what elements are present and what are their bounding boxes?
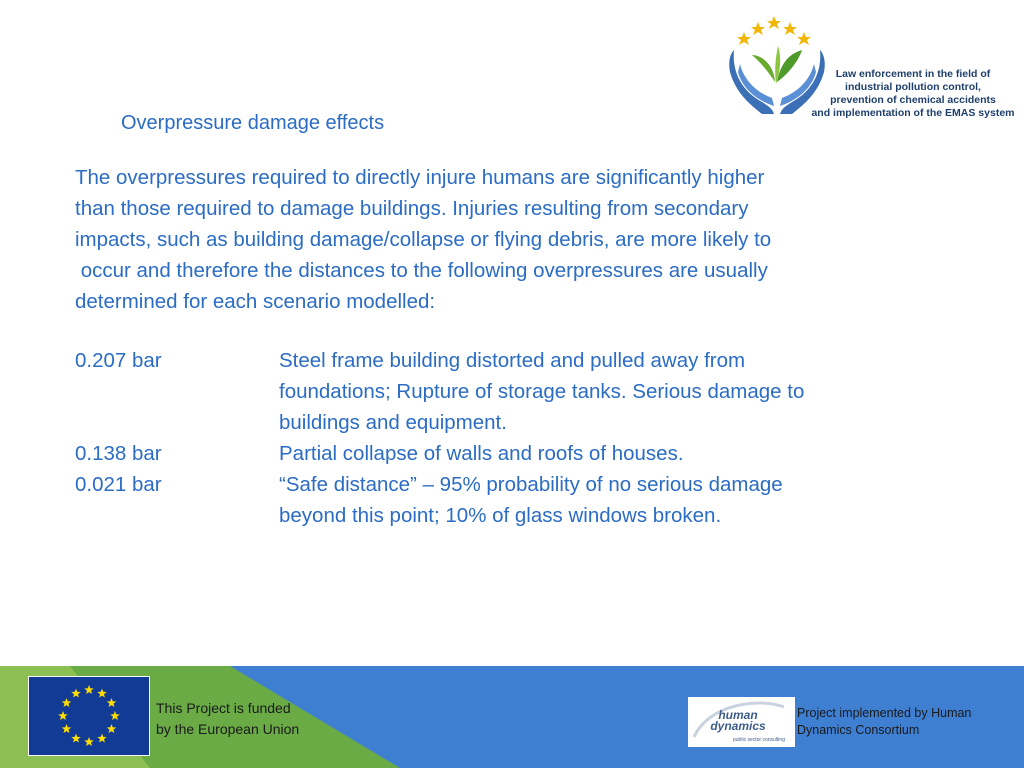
effect-description — [279, 345, 945, 438]
effect-description — [279, 469, 945, 531]
hd-logo-name-line: human — [718, 708, 758, 722]
eu-star — [97, 734, 107, 743]
effect-description-line: Partial collapse of walls and roofs of houses. — [279, 442, 684, 465]
intro-line: occur and therefore the distances to the following overpressures are usually — [75, 259, 768, 282]
effect-row — [75, 345, 945, 438]
logo-caption-line: Law enforcement in the field of — [835, 68, 991, 80]
eu-star — [110, 711, 120, 720]
intro-line: than those required to damage buildings. Injuries resulting from secondary — [75, 197, 749, 220]
intro-line: The overpressures required to directly injure humans are significantly higher — [75, 166, 765, 189]
slide-title: Overpressure damage effects — [121, 112, 385, 134]
eu-star — [62, 698, 72, 707]
funding-line: by the European Union — [156, 721, 300, 737]
eu-star — [84, 737, 94, 746]
effect-description-line: “Safe distance” – 95% probability of no serious damage — [279, 473, 783, 496]
human-dynamics-logo-icon — [688, 697, 795, 747]
effect-description — [279, 438, 945, 469]
eu-stars — [29, 677, 149, 755]
implementation-line: Project implemented by Human — [797, 706, 972, 720]
logo-caption-line: industrial pollution control, — [845, 81, 981, 93]
footer-band — [0, 666, 1024, 768]
hd-logo-name-line: dynamics — [710, 719, 766, 733]
eu-star — [107, 698, 117, 707]
funding-statement — [156, 698, 299, 740]
funding-line: This Project is funded — [156, 700, 291, 716]
effect-row — [75, 438, 945, 469]
intro-line: impacts, such as building damage/collapse or flying debris, are more likely to — [75, 228, 772, 251]
eu-star — [71, 734, 81, 743]
effect-description-line: buildings and equipment. — [279, 411, 507, 434]
hd-logo-name — [700, 710, 776, 732]
effect-description-line: beyond this point; 10% of glass windows broken. — [279, 504, 722, 527]
overpressure-value: 0.207 bar — [75, 349, 162, 372]
effect-description-line: foundations; Rupture of storage tanks. Serious damage to — [279, 380, 805, 403]
effect-description-line: Steel frame building distorted and pulled away from — [279, 349, 746, 372]
effect-row — [75, 469, 945, 531]
intro-line: determined for each scenario modelled: — [75, 290, 436, 313]
eu-star — [62, 724, 72, 733]
project-logo-caption — [808, 68, 1018, 120]
overpressure-value: 0.138 bar — [75, 442, 162, 465]
eu-star — [84, 685, 94, 694]
eu-flag-icon — [28, 676, 150, 756]
implementation-line: Dynamics Consortium — [797, 723, 920, 737]
overpressure-value: 0.021 bar — [75, 473, 162, 496]
logo-caption-line: and implementation of the EMAS system — [811, 107, 1015, 119]
eu-star — [71, 688, 81, 697]
hd-logo-tagline: public sector consulting — [733, 737, 785, 743]
logo-caption-line: prevention of chemical accidents — [830, 94, 996, 106]
intro-paragraph — [75, 162, 925, 317]
overpressure-effects-list — [75, 345, 945, 531]
eu-star — [97, 688, 107, 697]
project-logo — [722, 10, 1017, 125]
eu-star — [58, 711, 68, 720]
eu-star — [107, 724, 117, 733]
implementation-statement — [797, 705, 1007, 739]
